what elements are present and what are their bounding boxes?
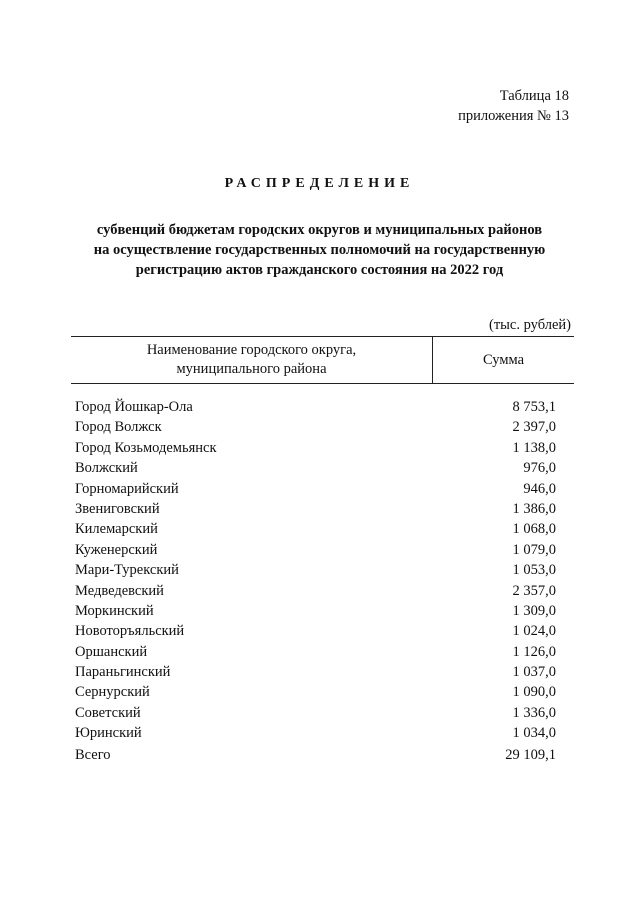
table-row xyxy=(75,642,556,662)
subtitle-line: регистрацию актов гражданского состояния на 2022 год xyxy=(135,262,504,278)
subtitle-line: субвенций бюджетам городских округов и муниципальных районов xyxy=(96,222,543,238)
row-name: Мари-Турекский xyxy=(75,562,179,579)
table-body xyxy=(75,397,556,744)
row-name: Город Йошкар-Ола xyxy=(75,399,193,415)
table-row xyxy=(75,397,556,417)
column-header-sum: Сумма xyxy=(482,351,525,368)
row-value: 1 079,0 xyxy=(512,541,556,558)
table-row xyxy=(75,682,556,702)
row-value: 1 309,0 xyxy=(512,602,556,619)
table-row xyxy=(75,560,556,580)
table-row xyxy=(75,703,556,723)
row-value: 2 397,0 xyxy=(512,419,556,436)
row-name: Новоторъяльский xyxy=(75,623,185,640)
row-name: Горномарийский xyxy=(75,480,179,497)
table-row xyxy=(75,499,556,519)
table-row xyxy=(75,723,556,743)
appendix-number: приложения № 13 xyxy=(458,108,569,124)
subtitle-line: на осуществление государственных полномочий на государственную xyxy=(93,242,546,258)
row-value: 1 090,0 xyxy=(512,684,556,701)
table-reference xyxy=(458,86,569,126)
row-name: Моркинский xyxy=(75,602,154,619)
row-value: 1 336,0 xyxy=(512,704,556,721)
row-value: 1 024,0 xyxy=(512,623,556,640)
row-value: 2 357,0 xyxy=(512,582,556,599)
row-value: 1 386,0 xyxy=(512,500,556,517)
table-row xyxy=(75,519,556,539)
row-value: 1 053,0 xyxy=(512,562,556,579)
row-name: Звениговский xyxy=(75,500,160,517)
document-title: РАСПРЕДЕЛЕНИЕ xyxy=(224,176,415,191)
row-name: Куженерский xyxy=(75,541,158,558)
units-note: (тыс. рублей) xyxy=(489,317,571,333)
row-name: Параньгинский xyxy=(75,664,171,681)
column-header-name-line: муниципального района xyxy=(176,361,327,377)
table-row xyxy=(75,479,556,499)
table-row xyxy=(75,458,556,478)
row-name: Юринский xyxy=(75,725,142,742)
row-name: Волжский xyxy=(75,460,138,477)
row-value: 1 037,0 xyxy=(512,664,556,681)
row-name: Город Козьмодемьянск xyxy=(75,439,217,456)
row-value: 1 034,0 xyxy=(512,725,556,742)
table-row xyxy=(75,621,556,641)
row-value: 976,0 xyxy=(523,460,556,477)
table-number: Таблица 18 xyxy=(499,88,569,104)
column-header-name xyxy=(71,337,433,383)
total-value: 29 109,1 xyxy=(505,747,556,763)
table-row xyxy=(75,438,556,458)
table-row xyxy=(75,581,556,601)
row-name: Медведевский xyxy=(75,582,164,599)
row-name: Советский xyxy=(75,704,141,721)
row-name: Оршанский xyxy=(75,643,148,660)
row-value: 946,0 xyxy=(523,480,556,497)
row-name: Килемарский xyxy=(75,521,158,538)
row-name: Сернурский xyxy=(75,684,150,701)
column-header-name-line: Наименование городского округа, xyxy=(146,342,357,358)
row-value: 1 138,0 xyxy=(512,439,556,456)
table-row xyxy=(75,540,556,560)
table-row xyxy=(75,601,556,621)
total-label: Всего xyxy=(75,747,111,763)
document-subtitle xyxy=(60,220,579,280)
table-row xyxy=(75,417,556,437)
table-total-row xyxy=(75,745,556,765)
row-name: Город Волжск xyxy=(75,419,162,436)
row-value: 1 126,0 xyxy=(512,643,556,660)
table-header xyxy=(71,336,574,384)
row-value: 1 068,0 xyxy=(512,521,556,538)
row-value: 8 753,1 xyxy=(512,399,556,415)
table-row xyxy=(75,662,556,682)
